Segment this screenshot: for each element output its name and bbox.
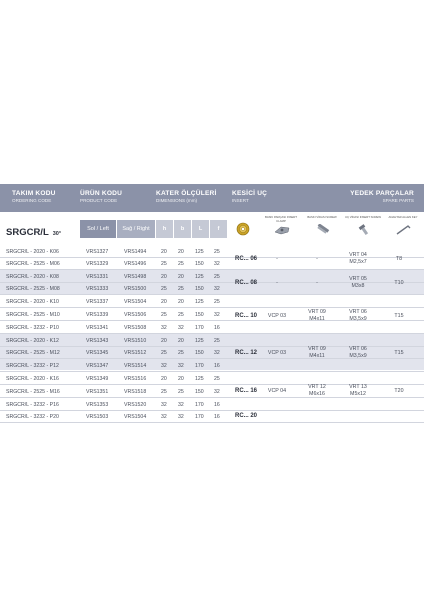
cell-b: 20 bbox=[178, 274, 184, 280]
spare-parts-header: YEDEK PARÇALAR SPARE PARTS bbox=[350, 190, 414, 203]
cell-code: SRGCR/L - 2020 - K06 bbox=[6, 249, 59, 255]
spare-clamp: - bbox=[276, 256, 278, 262]
spare-insert-screw: VRT 06 M3,5x9 bbox=[349, 309, 367, 323]
cell-f: 16 bbox=[214, 402, 220, 408]
cell-l: 150 bbox=[195, 350, 204, 356]
cell-h: 32 bbox=[161, 414, 167, 420]
cell-sag: VRS1518 bbox=[124, 389, 147, 395]
spare-clamp: VCP 03 bbox=[267, 313, 287, 319]
cell-h: 20 bbox=[161, 338, 167, 344]
allen-key-icon bbox=[394, 224, 412, 236]
row-divider bbox=[0, 371, 424, 372]
cell-h: 32 bbox=[161, 325, 167, 331]
right-hand-label: Sağ / Right bbox=[117, 220, 155, 238]
cell-sol: VRS1351 bbox=[86, 389, 109, 395]
cell-code: SRGCR/L - 2525 - M16 bbox=[6, 389, 60, 395]
cell-b: 32 bbox=[178, 325, 184, 331]
cell-sol: VRS1339 bbox=[86, 312, 109, 318]
cell-code: SRGCR/L - 2525 - M06 bbox=[6, 261, 60, 267]
table-row bbox=[0, 411, 424, 423]
ordering-code-header: TAKIM KODU ORDERING CODE bbox=[12, 190, 56, 203]
cell-sag: VRS1514 bbox=[124, 363, 147, 369]
dim-f-label: f bbox=[210, 220, 227, 238]
insert-code: RC... 16 bbox=[235, 388, 258, 394]
cell-code: SRGCR/L - 2525 - M10 bbox=[6, 312, 60, 318]
clamp-icon bbox=[273, 224, 291, 236]
cell-l: 125 bbox=[195, 299, 204, 305]
cell-f: 16 bbox=[214, 414, 220, 420]
cell-code: SRGCR/L - 2020 - K12 bbox=[6, 338, 59, 344]
cell-sag: VRS1504 bbox=[124, 414, 147, 420]
insert-code: RC... 10 bbox=[235, 313, 258, 319]
cell-code: SRGCR/L - 2020 - K08 bbox=[6, 274, 59, 280]
round-insert-icon bbox=[236, 222, 250, 236]
product-code-header: ÜRÜN KODU PRODUCT CODE bbox=[80, 190, 123, 203]
spare-key: T20 bbox=[394, 388, 404, 394]
screw-icon bbox=[313, 224, 331, 236]
cell-f: 25 bbox=[214, 376, 220, 382]
spare-insert-screw: VRT 13 M5x12 bbox=[349, 384, 367, 398]
cell-f: 32 bbox=[214, 389, 220, 395]
cell-sol: VRS1349 bbox=[86, 376, 109, 382]
cell-b: 25 bbox=[178, 261, 184, 267]
cell-h: 20 bbox=[161, 376, 167, 382]
cell-sag: VRS1506 bbox=[124, 312, 147, 318]
cell-l: 125 bbox=[195, 338, 204, 344]
cell-h: 32 bbox=[161, 363, 167, 369]
cell-l: 170 bbox=[195, 363, 204, 369]
cell-f: 32 bbox=[214, 261, 220, 267]
cell-l: 150 bbox=[195, 312, 204, 318]
cell-l: 170 bbox=[195, 414, 204, 420]
cell-h: 32 bbox=[161, 402, 167, 408]
spare-key: T15 bbox=[394, 313, 404, 319]
screw-heading: BASKI VİDASI SCREW bbox=[307, 215, 337, 219]
cell-sag: VRS1498 bbox=[124, 274, 147, 280]
cell-f: 32 bbox=[214, 312, 220, 318]
cell-l: 125 bbox=[195, 376, 204, 382]
cell-f: 32 bbox=[214, 286, 220, 292]
dim-b-label: b bbox=[174, 220, 191, 238]
insert-code: RC... 20 bbox=[235, 413, 258, 419]
cell-sol: VRS1329 bbox=[86, 261, 109, 267]
cell-sag: VRS1496 bbox=[124, 261, 147, 267]
dim-l-label: L bbox=[192, 220, 209, 238]
cell-code: SRGCR/L - 3232 - P20 bbox=[6, 414, 59, 420]
cell-sol: VRS1337 bbox=[86, 299, 109, 305]
spare-clamp: VCP 04 bbox=[267, 388, 287, 394]
spare-screw: - bbox=[316, 280, 318, 286]
row-divider bbox=[0, 422, 424, 423]
cell-sol: VRS1331 bbox=[86, 274, 109, 280]
cell-sol: VRS1327 bbox=[86, 249, 109, 255]
cell-sag: VRS1494 bbox=[124, 249, 147, 255]
cell-h: 20 bbox=[161, 299, 167, 305]
cell-b: 25 bbox=[178, 286, 184, 292]
spare-insert-screw: VRT 05 M3x8 bbox=[349, 276, 367, 290]
cell-b: 32 bbox=[178, 363, 184, 369]
insert-screw-icon bbox=[355, 224, 373, 236]
cell-b: 25 bbox=[178, 350, 184, 356]
cell-b: 20 bbox=[178, 338, 184, 344]
cell-sag: VRS1516 bbox=[124, 376, 147, 382]
spare-key: T15 bbox=[394, 350, 404, 356]
cell-b: 20 bbox=[178, 299, 184, 305]
cell-sol: VRS1343 bbox=[86, 338, 109, 344]
cell-sag: VRS1508 bbox=[124, 325, 147, 331]
row-divider bbox=[0, 269, 424, 270]
cell-b: 20 bbox=[178, 376, 184, 382]
spare-clamp: - bbox=[276, 280, 278, 286]
cell-f: 25 bbox=[214, 274, 220, 280]
spare-insert-screw: VRT 06 M3,5x9 bbox=[349, 346, 367, 360]
cell-code: SRGCR/L - 3232 - P10 bbox=[6, 325, 59, 331]
insert-header: KESİCİ UÇ INSERT bbox=[232, 190, 268, 203]
cell-f: 16 bbox=[214, 325, 220, 331]
spare-screw: VRT 09 M4x11 bbox=[308, 309, 326, 323]
table-row bbox=[0, 322, 424, 334]
cell-h: 25 bbox=[161, 389, 167, 395]
clamp-heading: BASKI PARÇASI INSERT CLAMP bbox=[264, 215, 298, 223]
cell-b: 20 bbox=[178, 249, 184, 255]
cell-code: SRGCR/L - 3232 - P16 bbox=[6, 402, 59, 408]
cell-f: 16 bbox=[214, 363, 220, 369]
spare-screw: VRT 12 M6x16 bbox=[308, 384, 326, 398]
cell-h: 20 bbox=[161, 249, 167, 255]
cell-sag: VRS1504 bbox=[124, 299, 147, 305]
cell-sag: VRS1520 bbox=[124, 402, 147, 408]
spare-key: T10 bbox=[394, 280, 404, 286]
spare-insert-screw: VRT 04 M2,5x7 bbox=[349, 252, 367, 266]
table-row bbox=[0, 360, 424, 372]
cell-l: 170 bbox=[195, 402, 204, 408]
left-hand-label: Sol / Left bbox=[80, 220, 116, 238]
cell-l: 125 bbox=[195, 274, 204, 280]
cell-f: 25 bbox=[214, 338, 220, 344]
table-row bbox=[0, 399, 424, 411]
dimensions-header: KATER ÖLÇÜLERİ DIMENSIONS (mm) bbox=[156, 190, 217, 203]
insert-screw-heading: UÇ VİDASI INSERT SCREW bbox=[344, 215, 382, 219]
cell-b: 25 bbox=[178, 389, 184, 395]
cell-sag: VRS1510 bbox=[124, 338, 147, 344]
row-divider bbox=[0, 333, 424, 334]
cell-code: SRGCR/L - 2020 - K10 bbox=[6, 299, 59, 305]
cell-l: 150 bbox=[195, 261, 204, 267]
cell-f: 25 bbox=[214, 249, 220, 255]
row-divider bbox=[0, 307, 424, 308]
series-title: SRGCR/L 30° bbox=[6, 227, 62, 238]
insert-code: RC... 12 bbox=[235, 350, 258, 356]
cell-l: 150 bbox=[195, 389, 204, 395]
cell-h: 25 bbox=[161, 312, 167, 318]
cell-sag: VRS1500 bbox=[124, 286, 147, 292]
cell-l: 125 bbox=[195, 249, 204, 255]
key-heading: ANAHTAR ALLEN KEY bbox=[388, 215, 418, 219]
cell-b: 25 bbox=[178, 312, 184, 318]
dim-h-label: h bbox=[156, 220, 173, 238]
cell-f: 32 bbox=[214, 350, 220, 356]
cell-sol: VRS1353 bbox=[86, 402, 109, 408]
spare-key: T8 bbox=[395, 256, 403, 262]
cell-h: 25 bbox=[161, 350, 167, 356]
insert-code: RC... 08 bbox=[235, 280, 258, 286]
cell-b: 32 bbox=[178, 414, 184, 420]
spare-screw: - bbox=[316, 256, 318, 262]
cell-l: 170 bbox=[195, 325, 204, 331]
row-divider bbox=[0, 294, 424, 295]
cell-l: 150 bbox=[195, 286, 204, 292]
cell-code: SRGCR/L - 2525 - M12 bbox=[6, 350, 60, 356]
spare-clamp: VCP 03 bbox=[267, 350, 287, 356]
table-row bbox=[0, 296, 424, 308]
cell-code: SRGCR/L - 2525 - M08 bbox=[6, 286, 60, 292]
cell-sol: VRS1503 bbox=[86, 414, 109, 420]
insert-code: RC... 06 bbox=[235, 256, 258, 262]
cell-sol: VRS1345 bbox=[86, 350, 109, 356]
cell-h: 20 bbox=[161, 274, 167, 280]
cell-h: 25 bbox=[161, 261, 167, 267]
cell-sol: VRS1341 bbox=[86, 325, 109, 331]
cell-sol: VRS1333 bbox=[86, 286, 109, 292]
spare-screw: VRT 09 M4x11 bbox=[308, 346, 326, 360]
cell-b: 32 bbox=[178, 402, 184, 408]
cell-code: SRGCR/L - 2020 - K16 bbox=[6, 376, 59, 382]
cell-h: 25 bbox=[161, 286, 167, 292]
cell-f: 25 bbox=[214, 299, 220, 305]
cell-sag: VRS1512 bbox=[124, 350, 147, 356]
cell-sol: VRS1347 bbox=[86, 363, 109, 369]
cell-code: SRGCR/L - 3232 - P12 bbox=[6, 363, 59, 369]
